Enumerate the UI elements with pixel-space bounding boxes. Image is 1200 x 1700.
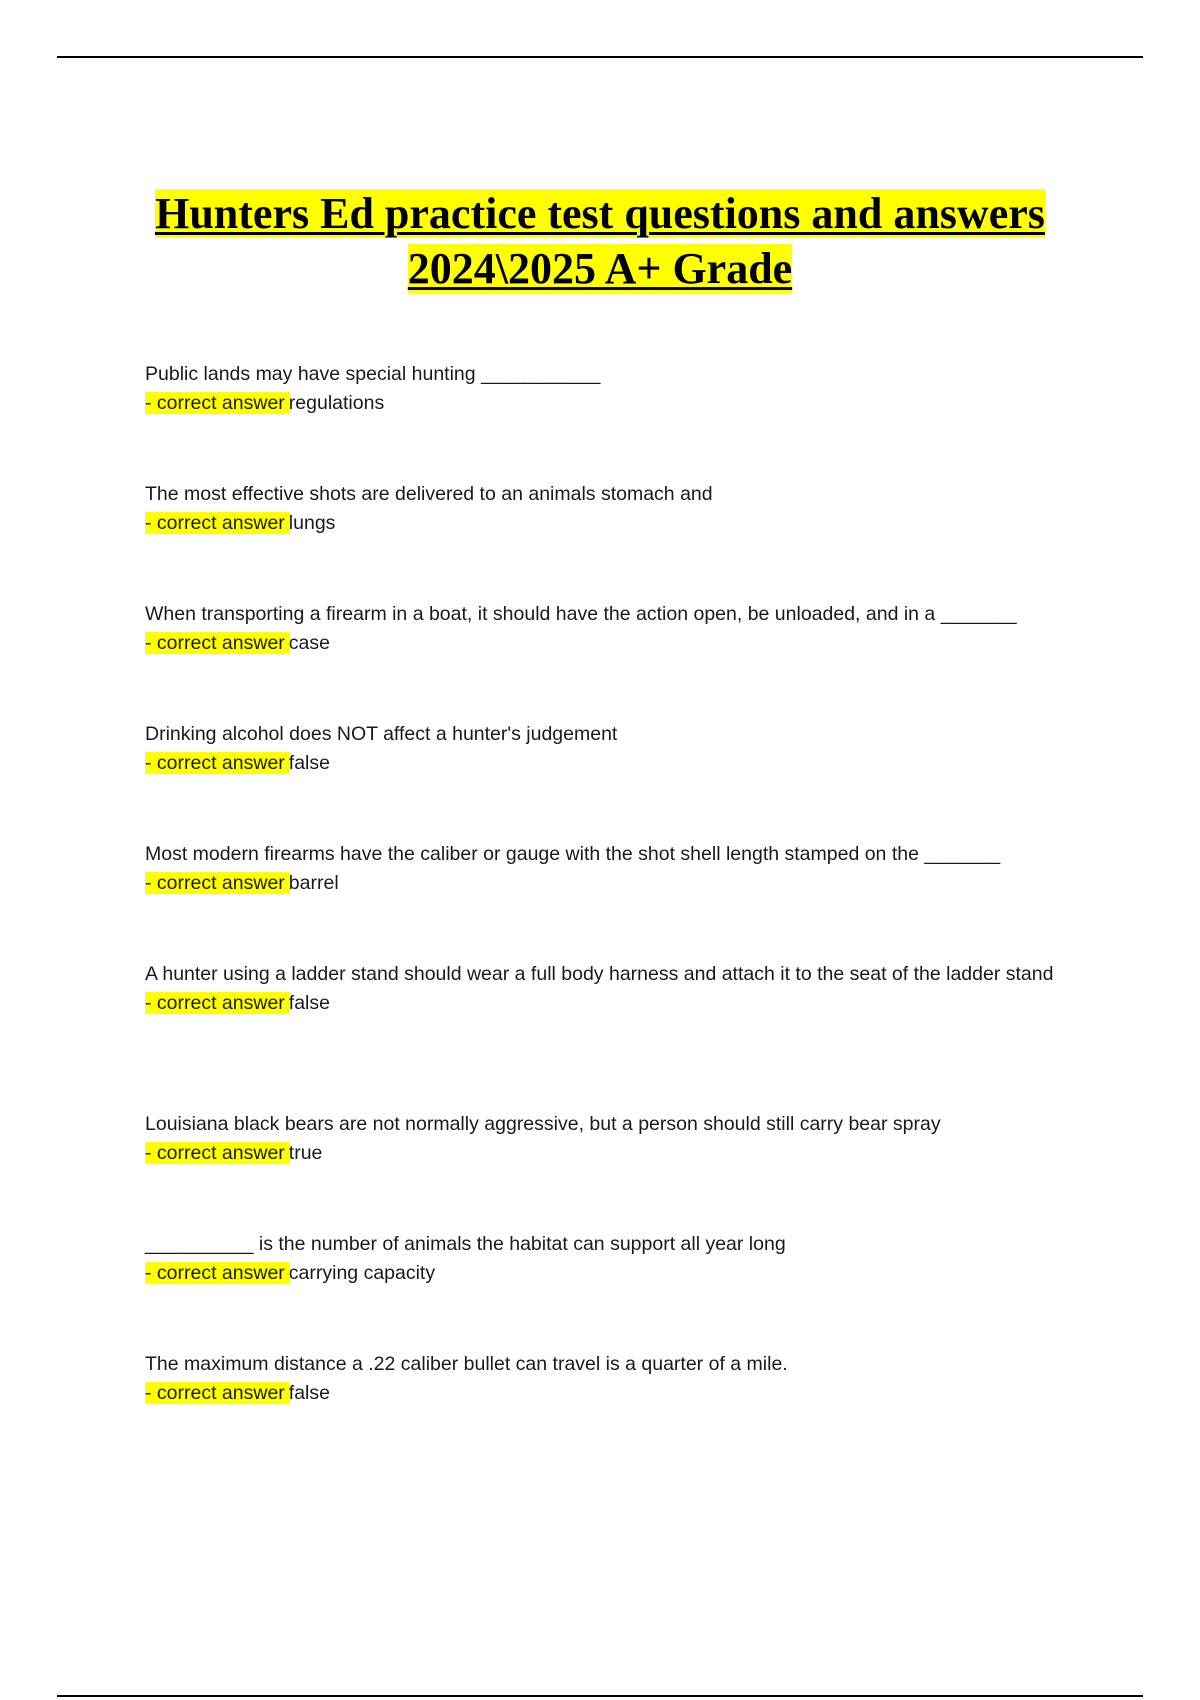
qa-item: [145, 480, 1065, 538]
qa-item: [145, 360, 1065, 418]
qa-item: [145, 960, 1065, 1018]
answer-text: regulations: [288, 392, 385, 414]
answer-marker: - correct answer: [145, 752, 289, 774]
question-text: Drinking alcohol does NOT affect a hunter's judgement: [145, 723, 618, 745]
answer-line: [145, 629, 1065, 658]
qa-item: [145, 1110, 1065, 1168]
question-text: Louisiana black bears are not normally aggressive, but a person should still carry bear spray: [145, 1113, 941, 1135]
header-rule: [57, 56, 1143, 58]
answer-marker: - correct answer: [145, 512, 289, 534]
footer-rule: [57, 1695, 1143, 1697]
answer-text: barrel: [288, 872, 339, 894]
answer-line: [145, 1379, 1065, 1408]
answer-line: [145, 1259, 1065, 1288]
answer-marker: - correct answer: [145, 632, 289, 654]
answer-text: false: [288, 992, 330, 1014]
question-text: A hunter using a ladder stand should wear a full body harness and attach it to the seat of the ladder stand: [145, 963, 1054, 985]
answer-line: [145, 389, 1065, 418]
question-text: When transporting a firearm in a boat, it should have the action open, be unloaded, and in a _______: [145, 603, 1017, 625]
qa-item: [145, 600, 1065, 658]
answer-marker: - correct answer: [145, 1142, 289, 1164]
answer-marker: - correct answer: [145, 872, 289, 894]
qa-item: [145, 720, 1065, 778]
qa-item: [145, 840, 1065, 898]
question-text: The maximum distance a .22 caliber bullet can travel is a quarter of a mile.: [145, 1353, 788, 1375]
page-title: [0, 186, 1200, 296]
answer-line: [145, 749, 1065, 778]
answer-line: [145, 989, 1065, 1018]
answer-text: case: [288, 632, 330, 654]
question-text: Public lands may have special hunting ___________: [145, 363, 601, 385]
question-text: Most modern firearms have the caliber or gauge with the shot shell length stamped on the _______: [145, 843, 1001, 865]
answer-marker: - correct answer: [145, 992, 289, 1014]
answer-text: lungs: [288, 512, 336, 534]
qa-item: [145, 1350, 1065, 1408]
answer-text: false: [288, 752, 330, 774]
title-line-2: 2024\2025 A+ Grade: [407, 244, 793, 293]
question-text: __________ is the number of animals the habitat can support all year long: [145, 1233, 786, 1255]
answer-marker: - correct answer: [145, 392, 289, 414]
title-line-1: Hunters Ed practice test questions and answers: [155, 189, 1045, 238]
qa-item: [145, 1230, 1065, 1288]
answer-text: true: [288, 1142, 323, 1164]
answer-line: [145, 1139, 1065, 1168]
answer-marker: - correct answer: [145, 1262, 289, 1284]
answer-line: [145, 869, 1065, 898]
answer-marker: - correct answer: [145, 1382, 289, 1404]
answer-text: carrying capacity: [288, 1262, 436, 1284]
answer-text: false: [288, 1382, 330, 1404]
question-text: The most effective shots are delivered to an animals stomach and: [145, 483, 713, 505]
answer-line: [145, 509, 1065, 538]
